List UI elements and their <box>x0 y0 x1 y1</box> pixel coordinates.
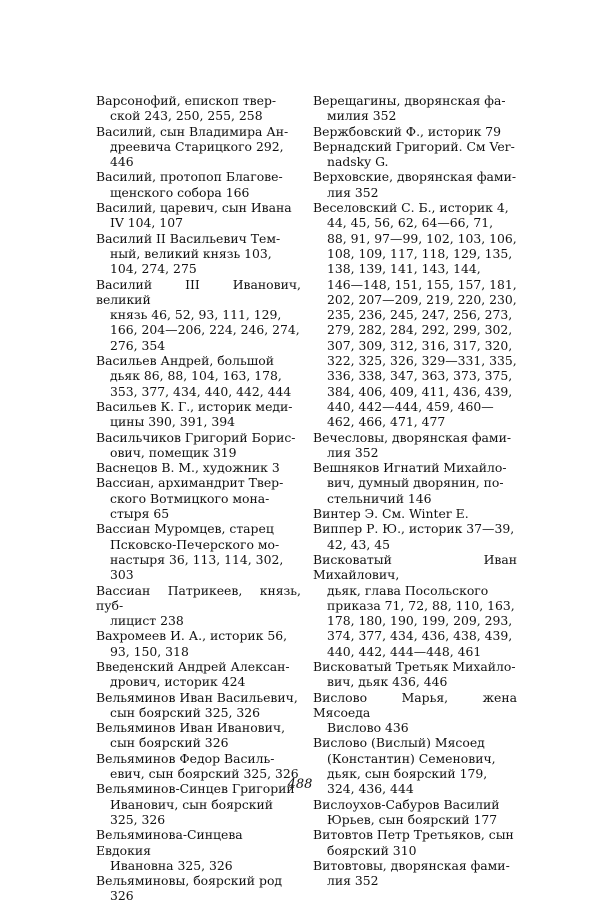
index-entry-continuation: сын боярский 326 <box>110 735 229 751</box>
index-entry-heading: Вельяминова-Синцева Евдокия <box>96 827 243 858</box>
index-entry <box>313 659 517 690</box>
index-entry-continuation: 276, 354 <box>110 337 166 353</box>
index-entry-continuation: nadsky G. <box>327 154 389 170</box>
index-entry-continuation: 440, 442, 444—448, 461 <box>327 643 482 659</box>
index-entry-heading: Веселовский С. Б., историк 4, <box>313 200 509 216</box>
index-entry-continuation: князь 46, 52, 93, 111, 129, <box>110 307 282 323</box>
index-entry-continuation: стельничий 146 <box>327 490 432 506</box>
index-entry <box>313 552 517 659</box>
index-entry <box>313 139 517 170</box>
index-entry-continuation: ского Вотмицкого мона- <box>110 490 270 506</box>
index-entry-continuation: 93, 150, 318 <box>110 643 189 659</box>
right-index-column <box>313 93 517 888</box>
index-entry <box>96 873 301 904</box>
index-entry-heading: Верховские, дворянская фами- <box>313 169 517 185</box>
index-entry-continuation: 336, 338, 347, 363, 373, 375, <box>327 368 513 384</box>
index-entry-continuation: 303 <box>110 567 134 583</box>
index-entry-continuation: 324, 436, 444 <box>327 781 414 797</box>
index-entry-continuation: 325, 326 <box>110 811 166 827</box>
index-entry-continuation: 104, 274, 275 <box>110 261 197 277</box>
index-entry <box>96 659 301 690</box>
index-entry-heading: Вассиан Патрикеев, князь, пуб- <box>96 582 301 613</box>
index-entry-heading: Вислоухов-Сабуров Василий <box>313 796 500 812</box>
index-entry <box>313 827 517 858</box>
index-entry-heading: Вержбовский Ф., историк 79 <box>313 123 502 139</box>
index-entry-continuation: лицист 238 <box>110 613 184 629</box>
index-entry-continuation: 326 <box>110 888 134 904</box>
index-entry-continuation: дьяк 86, 88, 104, 163, 178, <box>110 368 282 384</box>
index-entry-heading: Васильев К. Г., историк меди- <box>96 398 293 414</box>
index-entry-continuation: дреевича Старицкого 292, <box>110 138 284 154</box>
index-entry-continuation: Ивановна 325, 326 <box>110 857 233 873</box>
index-entry-continuation: вич, дьяк 436, 446 <box>327 674 448 690</box>
index-entry-continuation: 446 <box>110 154 134 170</box>
index-entry <box>96 353 301 399</box>
index-entry-heading: Вельяминов-Синцев Григорий <box>96 781 295 797</box>
index-entry <box>313 93 517 124</box>
index-entry-continuation: 178, 180, 190, 199, 209, 293, <box>327 613 513 629</box>
index-entry-heading: Васнецов В. М., художник 3 <box>96 460 280 476</box>
index-entry-continuation: 462, 466, 471, 477 <box>327 414 446 430</box>
index-entry-continuation: 42, 43, 45 <box>327 536 391 552</box>
index-entry <box>96 460 301 475</box>
index-entry-heading: Вассиан, архимандрит Твер- <box>96 475 284 491</box>
index-entry-continuation: Вислово 436 <box>327 720 409 736</box>
index-entry-heading: Василий, сын Владимира Ан- <box>96 123 289 139</box>
index-entry-heading: Висковатый Третьяк Михайло- <box>313 658 516 674</box>
index-entry-continuation: сын боярский 325, 326 <box>110 704 260 720</box>
index-entry-heading: Василий, протопоп Благове- <box>96 169 283 185</box>
index-entry-heading: Вешняков Игнатий Михайло- <box>313 460 507 476</box>
index-entry-continuation: 202, 207—209, 219, 220, 230, <box>327 291 517 307</box>
index-entry-continuation: милия 352 <box>327 108 397 124</box>
index-entry-continuation: 307, 309, 312, 316, 317, 320, <box>327 337 513 353</box>
index-entry <box>313 169 517 200</box>
index-entry-heading: Вислово (Вислый) Мясоед <box>313 735 485 751</box>
index-entry-continuation: щенского собора 166 <box>110 184 250 200</box>
index-entry-continuation: цины 390, 391, 394 <box>110 414 235 430</box>
index-entry <box>96 200 301 231</box>
index-entry-heading: Вельяминовы, боярский род <box>96 873 283 889</box>
index-entry <box>313 124 517 139</box>
index-entry <box>96 628 301 659</box>
index-entry-continuation: лия 352 <box>327 444 379 460</box>
index-entry-heading: Варсонофий, епископ твер- <box>96 93 277 108</box>
index-entry-heading: Вахромеев И. А., историк 56, <box>96 628 288 644</box>
index-entry-continuation: Псковско-Печерского мо- <box>110 536 280 552</box>
index-entry <box>96 124 301 170</box>
index-entry-continuation: настыря 36, 113, 114, 302, <box>110 551 284 567</box>
index-entry-heading: Вислово Марья, жена Мясоеда <box>313 689 517 720</box>
index-entry <box>96 583 301 629</box>
index-entry <box>96 521 301 582</box>
index-entry-heading: Василий III Иванович, великий <box>96 276 301 307</box>
index-entry-continuation: евич, сын боярский 325, 326 <box>110 766 299 782</box>
index-entry-heading: Вельяминов Федор Василь- <box>96 750 275 766</box>
index-entry-heading: Витовтов Петр Третьяков, сын <box>313 827 514 843</box>
index-entry <box>96 231 301 277</box>
index-entry-continuation: 138, 139, 141, 143, 144, <box>327 261 481 277</box>
index-entry-heading: Василий II Васильевич Тем- <box>96 230 281 246</box>
index-entry-heading: Винтер Э. См. Winter E. <box>313 506 469 522</box>
index-entry <box>313 797 517 828</box>
index-entry-continuation: вич, думный дворянин, по- <box>327 475 504 491</box>
index-entry <box>96 720 301 751</box>
index-entry-continuation: дрович, историк 424 <box>110 674 246 690</box>
index-entry <box>313 430 517 461</box>
index-entry-continuation: 374, 377, 434, 436, 438, 439, <box>327 628 513 644</box>
index-entry-heading: Витовтовы, дворянская фами- <box>313 857 510 873</box>
index-entry-continuation: 108, 109, 117, 118, 129, 135, <box>327 245 513 261</box>
index-entry <box>313 460 517 506</box>
index-entry-heading: Вельяминов Иван Васильевич, <box>96 689 298 705</box>
index-entry <box>96 93 301 124</box>
index-entry-continuation: боярский 310 <box>327 842 417 858</box>
index-entry-continuation: Иванович, сын боярский <box>110 796 274 812</box>
index-entry-heading: Верещагины, дворянская фа- <box>313 93 506 108</box>
index-entry-continuation: (Константин) Семенович, <box>327 750 496 766</box>
index-entry <box>96 430 301 461</box>
index-entry-continuation: 166, 204—206, 224, 246, 274, <box>110 322 300 338</box>
index-entry <box>96 399 301 430</box>
index-entry-continuation: Юрьев, сын боярский 177 <box>327 811 498 827</box>
index-entry-continuation: 44, 45, 56, 62, 64—66, 71, <box>327 215 494 231</box>
index-entry <box>313 690 517 736</box>
index-entry-heading: Висковатый Иван Михайлович, <box>313 551 517 583</box>
index-entry-heading: Васильчиков Григорий Борис- <box>96 429 296 445</box>
index-entry-continuation: ный, великий князь 103, <box>110 245 272 261</box>
index-entry-heading: Виппер Р. Ю., историк 37—39, <box>313 521 515 537</box>
index-entry <box>313 200 517 429</box>
index-entry-heading: Вернадский Григорий. См Ver- <box>313 138 515 154</box>
index-entry-continuation: 322, 325, 326, 329—331, 335, <box>327 353 517 369</box>
index-entry-continuation: дьяк, глава Посольского <box>327 582 489 598</box>
index-entry-continuation: ович, помещик 319 <box>110 444 237 460</box>
index-entry <box>96 277 301 353</box>
index-entry-continuation: 279, 282, 284, 292, 299, 302, <box>327 322 513 338</box>
index-entry-continuation: лия 352 <box>327 873 379 889</box>
index-entry-continuation: 353, 377, 434, 440, 442, 444 <box>110 383 292 399</box>
index-entry-continuation: 146—148, 151, 155, 157, 181, <box>327 276 517 292</box>
index-entry-heading: Вельяминов Иван Иванович, <box>96 720 286 736</box>
index-entry-continuation: 440, 442—444, 459, 460— <box>327 398 494 414</box>
index-entry-continuation: стыря 65 <box>110 506 170 522</box>
index-entry <box>96 690 301 721</box>
index-entry-continuation: IV 104, 107 <box>110 215 183 231</box>
index-entry <box>313 521 517 552</box>
index-entry <box>96 169 301 200</box>
index-entry-continuation: 384, 406, 409, 411, 436, 439, <box>327 383 513 399</box>
page-number: 488 <box>287 777 313 792</box>
index-entry-heading: Василий, царевич, сын Ивана <box>96 200 292 216</box>
index-entry-continuation: 235, 236, 245, 247, 256, 273, <box>327 307 513 323</box>
index-entry-heading: Введенский Андрей Алексан- <box>96 658 290 674</box>
index-entry-continuation: лия 352 <box>327 184 379 200</box>
index-entry-heading: Вечесловы, дворянская фами- <box>313 429 512 445</box>
index-entry-continuation: ской 243, 250, 255, 258 <box>110 108 263 124</box>
index-entry-heading: Вассиан Муромцев, старец <box>96 521 274 537</box>
index-entry <box>96 827 301 873</box>
index-entry <box>96 475 301 521</box>
index-entry-continuation: приказа 71, 72, 88, 110, 163, <box>327 597 515 613</box>
index-entry <box>313 858 517 889</box>
index-entry-continuation: дьяк, сын боярский 179, <box>327 766 488 782</box>
index-entry <box>313 506 517 521</box>
index-entry-heading: Васильев Андрей, большой <box>96 353 275 369</box>
index-entry-continuation: 88, 91, 97—99, 102, 103, 106, <box>327 230 517 246</box>
